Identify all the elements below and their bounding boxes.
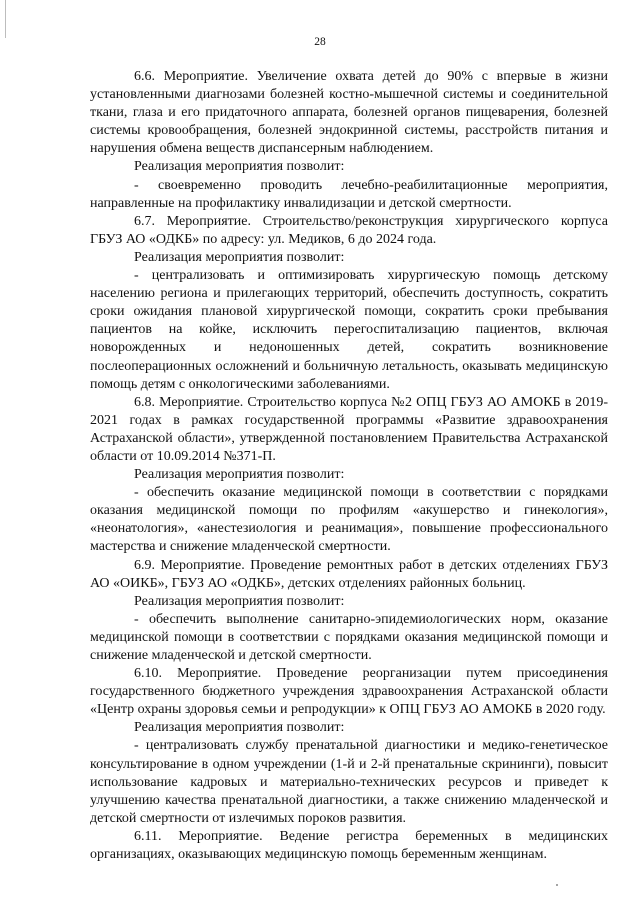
realization-heading: Реализация мероприятия позволит: <box>134 159 345 175</box>
realization-heading: Реализация мероприятия позволит: <box>134 720 345 736</box>
realization-item: - обеспечить выполнение санитарно-эпидемиологических норм, оказание медицинской помощи в соответствии с порядками оказания медицинской помощи и снижение младенческой и детской смертности. <box>90 611 608 663</box>
realization-item: - своевременно проводить лечебно-реабилитационные мероприятия, направленные на профилактику инвалидизации и детской смертности. <box>90 177 608 211</box>
realization-heading: Реализация мероприятия позволит: <box>134 593 345 609</box>
scan-margin-line <box>5 0 6 38</box>
paragraph-6-6: 6.6. Мероприятие. Увеличение охвата детей до 90% с впервые в жизни установленными диагнозами болезней костно-мышечной системы и соединительной ткани, глаза и его придаточного аппарата, болезней органов пищеварения, болезней системы кровообращения, болезней эндокринной системы, расстройств питания и нарушения обмена веществ диспансерным наблюдением. <box>90 69 608 157</box>
realization-heading: Реализация мероприятия позволит: <box>134 467 345 483</box>
paragraph-6-8: 6.8. Мероприятие. Строительство корпуса №2 ОПЦ ГБУЗ АО АМОКБ в 2019-2021 годах в рамках государственной программы «Развитие здравоохранения Астраханской области», утвержденной постановлением Правительства Астраханской области от 10.09.2014 №371-П. <box>90 394 608 464</box>
paragraph-6-10: 6.10. Мероприятие. Проведение реорганизации путем присоединения государственного бюджетного учреждения здравоохранения Астраханской области «Центр охраны здоровья семьи и репродукции» к ОПЦ ГБУЗ АО АМОКБ в 2020 году. <box>90 666 608 718</box>
paragraph-6-9: 6.9. Мероприятие. Проведение ремонтных работ в детских отделениях ГБУЗ АО «ОИКБ», ГБУЗ АО «ОДКБ», детских отделениях районных больниц. <box>90 557 608 591</box>
paragraph-6-11: 6.11. Мероприятие. Ведение регистра беременных в медицинских организациях, оказывающих медицинскую помощь беременным женщинам. <box>90 828 608 863</box>
realization-item: - централизовать службу пренатальной диагностики и медико-генетическое консультирование в одном учреждении (1-й и 2-й пренатальные скрининги), повысит использование кадровых и материально-технических ресурсов и приведет к улучшению качества пренатальной диагностики, а также снижению младенческой и детской смертности от излечимых пороков развития. <box>90 738 608 826</box>
page-number: 28 <box>314 36 326 48</box>
realization-item: - обеспечить оказание медицинской помощи в соответствии с порядками оказания медицинской помощи по профилям «акушерство и гинекология», «неонатология», «анестезиология и реанимация», повышение профессионального мастерства и снижение младенческой смертности. <box>90 485 608 555</box>
paragraph-6-7: 6.7. Мероприятие. Строительство/реконструкция хирургического корпуса ГБУЗ АО «ОДКБ» по адресу: ул. Медиков, 6 до 2024 года. <box>90 213 608 247</box>
realization-heading: Реализация мероприятия позволит: <box>134 249 345 265</box>
document-body <box>90 68 608 864</box>
realization-item: - централизовать и оптимизировать хирургическую помощь детскому населению региона и прилегающих территорий, обеспечить доступность, сократить сроки ожидания плановой хирургической помощи, сократить сроки пребывания пациентов на койке, исключить перегоспитализацию пациентов, включая новорожденных и недоношенных детей, сократить возникновение послеоперационных осложнений и больничную летальность, оказывать медицинскую помощь детям с онкологическими заболеваниями. <box>90 268 608 392</box>
scan-speck <box>556 884 558 886</box>
